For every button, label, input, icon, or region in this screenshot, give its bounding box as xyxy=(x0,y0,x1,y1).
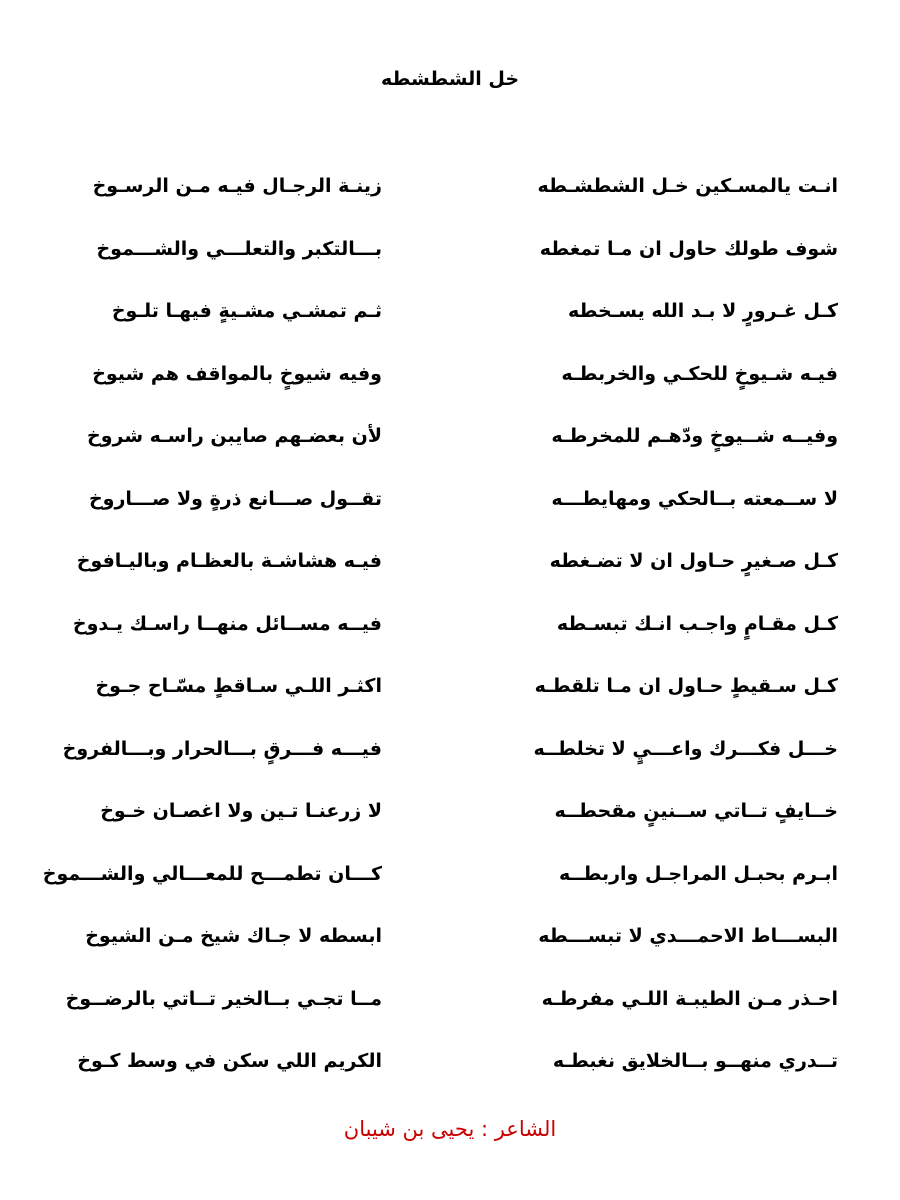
verse-13-first-hemistich: البســـاط الاحمـــدي لا تبســـطه xyxy=(538,925,838,947)
verse-14-second-hemistich: مــا تجـي بــالخير تــاتي بالرضــوخ xyxy=(65,987,382,1010)
verse-2 xyxy=(0,231,900,294)
poet-attribution: الشاعر : يحيى بن شيبان xyxy=(343,1117,557,1141)
verse-1-second-hemistich: زينـة الرجـال فيـه مـن الرسـوخ xyxy=(92,175,382,197)
verse-5-second-hemistich: لأن بعضـهم صايبن راسـه شروخ xyxy=(87,425,382,447)
verse-2-first-hemistich: شوف طولك حاول ان مـا تمغطه xyxy=(539,237,838,260)
verse-11 xyxy=(0,793,900,856)
verse-5-first-hemistich: وفيــه شــيوخٍ ودّهـم للمخرطـه xyxy=(551,425,838,447)
verse-14-first-hemistich: احـذر مـن الطيبـة اللـي مفرطـه xyxy=(541,987,838,1010)
verse-1 xyxy=(0,168,900,231)
verse-7 xyxy=(0,543,900,606)
verse-12 xyxy=(0,856,900,919)
verse-3 xyxy=(0,293,900,356)
verse-12-first-hemistich: ابـرم بحبـل المراجـل واربطــه xyxy=(558,862,838,885)
verse-9-first-hemistich: كـل سـقيطٍ حـاول ان مـا تلقطـه xyxy=(534,675,838,697)
verse-10-second-hemistich: فيـــه فـــرقٍ بـــالحرار وبـــالفروخ xyxy=(62,737,382,760)
verse-4-first-hemistich: فيـه شـيوخٍ للحكـي والخربطـه xyxy=(561,362,838,385)
verse-7-first-hemistich: كـل صـغيرٍ حـاول ان لا تضـغطه xyxy=(549,550,838,572)
verse-15 xyxy=(0,1043,900,1106)
poem-verses xyxy=(0,168,900,1106)
verse-8 xyxy=(0,606,900,669)
verse-15-second-hemistich: الكريم اللي سكن في وسط كـوخ xyxy=(77,1050,382,1072)
verse-10-first-hemistich: خـــل فكـــرك واعـــيٍ لا تخلطــه xyxy=(533,737,838,760)
verse-7-second-hemistich: فيـه هشاشـة بالعظـام وباليـافوخ xyxy=(76,550,382,572)
verse-13 xyxy=(0,918,900,981)
verse-14 xyxy=(0,981,900,1044)
verse-1-first-hemistich: انـت يالمسـكين خـل الشطشـطه xyxy=(537,175,838,197)
verse-3-second-hemistich: ثـم تمشـي مشـيةٍ فيهـا تلـوخ xyxy=(111,300,382,322)
verse-4 xyxy=(0,356,900,419)
verse-3-first-hemistich: كـل غـرورٍ لا بـد الله يسـخطه xyxy=(568,300,838,322)
verse-9-second-hemistich: اكثـر اللـي سـاقطٍ مسّـاح جـوخ xyxy=(95,675,382,697)
verse-6-second-hemistich: تقــول صـــانع ذرةٍ ولا صـــاروخ xyxy=(88,487,382,510)
verse-15-first-hemistich: تــدري منهــو بــالخلايق نغبطـه xyxy=(552,1050,838,1072)
verse-11-first-hemistich: خــايفٍ تــاتي ســنينٍ مقحطــه xyxy=(554,800,838,822)
verse-8-second-hemistich: فيــه مســائل منهــا راسـك يـدوخ xyxy=(72,612,382,635)
verse-8-first-hemistich: كـل مقـامٍ واجـب انـك تبسـطه xyxy=(556,612,838,635)
verse-6-first-hemistich: لا ســمعته بــالحكي ومهايطـــه xyxy=(551,487,838,510)
verse-13-second-hemistich: ابسطه لا جـاك شيخ مـن الشيوخ xyxy=(85,925,382,947)
verse-12-second-hemistich: كـــان تطمـــح للمعـــالي والشـــموخ xyxy=(42,862,382,885)
verse-4-second-hemistich: وفيه شيوخٍ بالمواقف هم شيوخ xyxy=(92,362,382,385)
verse-2-second-hemistich: بـــالتكبر والتعلـــي والشـــموخ xyxy=(96,237,382,260)
verse-9 xyxy=(0,668,900,731)
verse-11-second-hemistich: لا زرعنـا تـين ولا اغصـان خـوخ xyxy=(100,800,382,822)
verse-5 xyxy=(0,418,900,481)
poem-title: خل الشطشطه xyxy=(380,68,520,90)
verse-6 xyxy=(0,481,900,544)
verse-10 xyxy=(0,731,900,794)
